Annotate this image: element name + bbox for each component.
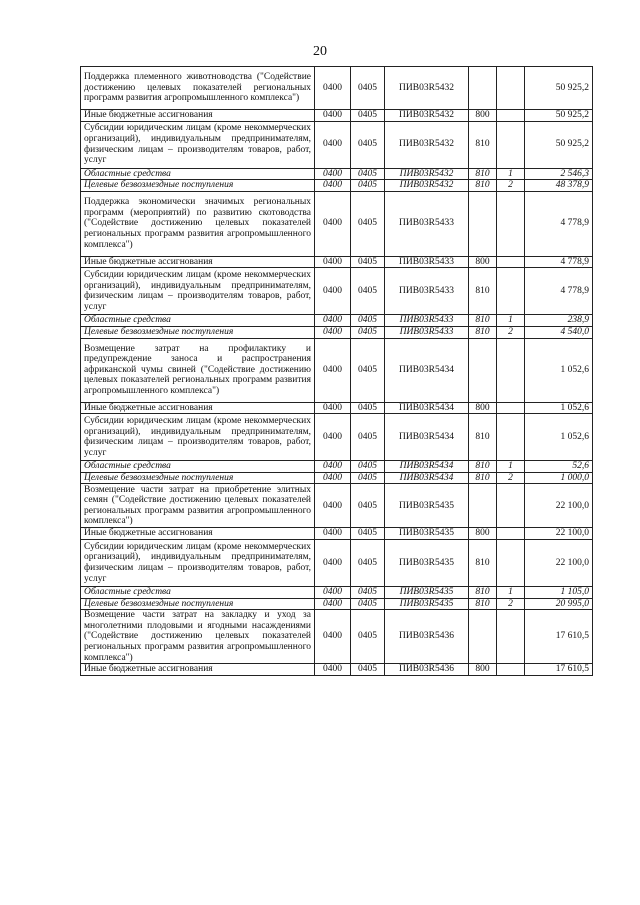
expense-type-cell	[469, 484, 497, 528]
target-article-cell: ПИВ03R5435	[385, 528, 469, 540]
target-article-cell: ПИВ03R5432	[385, 110, 469, 122]
subsection-code-cell: 0405	[351, 315, 385, 327]
target-article-cell: ПИВ03R5434	[385, 461, 469, 473]
table-row	[81, 256, 593, 268]
amount-cell: 1 052,6	[525, 402, 593, 414]
row-name-cell: Целевые безвозмездные поступления	[81, 472, 315, 484]
target-article-cell: ПИВ03R5433	[385, 256, 469, 268]
row-name-cell: Целевые безвозмездные поступления	[81, 598, 315, 610]
table-row	[81, 664, 593, 676]
subsection-code-cell: 0405	[351, 610, 385, 664]
amount-cell: 50 925,2	[525, 67, 593, 110]
subsection-code-cell: 0405	[351, 586, 385, 598]
amount-cell: 22 100,0	[525, 539, 593, 586]
row-name-cell: Поддержка племенного животноводства ("Содействие достижению целевых показателей региональных программ развития агропромышленного комплекса")	[81, 67, 315, 110]
section-code-cell: 0400	[315, 121, 351, 168]
row-name-cell: Иные бюджетные ассигнования	[81, 664, 315, 676]
row-name-cell: Целевые безвозмездные поступления	[81, 326, 315, 338]
target-article-cell: ПИВ03R5434	[385, 402, 469, 414]
subsection-code-cell: 0405	[351, 484, 385, 528]
section-code-cell: 0400	[315, 168, 351, 180]
amount-cell: 1 000,0	[525, 472, 593, 484]
table-row	[81, 315, 593, 327]
target-article-cell: ПИВ03R5433	[385, 268, 469, 315]
table-row	[81, 338, 593, 402]
section-code-cell: 0400	[315, 256, 351, 268]
target-article-cell: ПИВ03R5435	[385, 598, 469, 610]
amount-cell: 1 052,6	[525, 338, 593, 402]
table-row	[81, 461, 593, 473]
table-row	[81, 528, 593, 540]
expense-type-cell: 800	[469, 664, 497, 676]
amount-cell: 48 378,9	[525, 180, 593, 192]
target-article-cell: ПИВ03R5434	[385, 414, 469, 461]
amount-cell: 4 778,9	[525, 268, 593, 315]
row-name-cell: Областные средства	[81, 461, 315, 473]
subsection-code-cell: 0405	[351, 664, 385, 676]
section-code-cell: 0400	[315, 539, 351, 586]
row-name-cell: Областные средства	[81, 586, 315, 598]
source-code-cell: 2	[497, 180, 525, 192]
amount-cell: 4 778,9	[525, 256, 593, 268]
source-code-cell	[497, 539, 525, 586]
section-code-cell: 0400	[315, 402, 351, 414]
source-code-cell	[497, 67, 525, 110]
expense-type-cell: 810	[469, 539, 497, 586]
section-code-cell: 0400	[315, 326, 351, 338]
subsection-code-cell: 0405	[351, 528, 385, 540]
subsection-code-cell: 0405	[351, 268, 385, 315]
target-article-cell: ПИВ03R5435	[385, 484, 469, 528]
source-code-cell: 1	[497, 461, 525, 473]
table-row	[81, 326, 593, 338]
section-code-cell: 0400	[315, 180, 351, 192]
expense-type-cell: 810	[469, 414, 497, 461]
section-code-cell: 0400	[315, 110, 351, 122]
table-row	[81, 168, 593, 180]
amount-cell: 238,9	[525, 315, 593, 327]
subsection-code-cell: 0405	[351, 168, 385, 180]
subsection-code-cell: 0405	[351, 326, 385, 338]
source-code-cell	[497, 121, 525, 168]
subsection-code-cell: 0405	[351, 402, 385, 414]
section-code-cell: 0400	[315, 664, 351, 676]
table-body	[81, 67, 593, 676]
amount-cell: 4 540,0	[525, 326, 593, 338]
table-row	[81, 539, 593, 586]
source-code-cell	[497, 268, 525, 315]
table-row	[81, 268, 593, 315]
source-code-cell: 2	[497, 326, 525, 338]
amount-cell: 1 052,6	[525, 414, 593, 461]
expense-type-cell: 800	[469, 528, 497, 540]
expense-type-cell: 800	[469, 110, 497, 122]
target-article-cell: ПИВ03R5432	[385, 180, 469, 192]
section-code-cell: 0400	[315, 191, 351, 256]
section-code-cell: 0400	[315, 461, 351, 473]
expense-type-cell	[469, 191, 497, 256]
expense-type-cell: 810	[469, 326, 497, 338]
target-article-cell: ПИВ03R5433	[385, 191, 469, 256]
amount-cell: 20 995,0	[525, 598, 593, 610]
subsection-code-cell: 0405	[351, 598, 385, 610]
amount-cell: 2 546,3	[525, 168, 593, 180]
row-name-cell: Областные средства	[81, 315, 315, 327]
row-name-cell: Возмещение части затрат на приобретение элитных семян ("Содействие достижению целевых показателей региональных программ развития агропромышленного комплекса")	[81, 484, 315, 528]
expense-type-cell	[469, 610, 497, 664]
source-code-cell	[497, 610, 525, 664]
source-code-cell	[497, 338, 525, 402]
row-name-cell: Субсидии юридическим лицам (кроме некоммерческих организаций), индивидуальным предпринимателям, физическим лицам – производителям товаров, работ, услуг	[81, 121, 315, 168]
row-name-cell: Иные бюджетные ассигнования	[81, 256, 315, 268]
expense-type-cell: 810	[469, 180, 497, 192]
row-name-cell: Областные средства	[81, 168, 315, 180]
table-row	[81, 67, 593, 110]
table-row	[81, 180, 593, 192]
source-code-cell: 2	[497, 472, 525, 484]
target-article-cell: ПИВ03R5433	[385, 326, 469, 338]
section-code-cell: 0400	[315, 268, 351, 315]
row-name-cell: Целевые безвозмездные поступления	[81, 180, 315, 192]
row-name-cell: Субсидии юридическим лицам (кроме некоммерческих организаций), индивидуальным предпринимателям, физическим лицам – производителям товаров, работ, услуг	[81, 414, 315, 461]
section-code-cell: 0400	[315, 472, 351, 484]
table-row	[81, 402, 593, 414]
expense-type-cell: 810	[469, 586, 497, 598]
subsection-code-cell: 0405	[351, 121, 385, 168]
expense-type-cell: 800	[469, 402, 497, 414]
expense-type-cell: 800	[469, 256, 497, 268]
source-code-cell: 1	[497, 315, 525, 327]
target-article-cell: ПИВ03R5435	[385, 586, 469, 598]
table-row	[81, 110, 593, 122]
expense-type-cell	[469, 67, 497, 110]
expense-type-cell: 810	[469, 472, 497, 484]
table-row	[81, 598, 593, 610]
source-code-cell	[497, 191, 525, 256]
table-row	[81, 414, 593, 461]
budget-table	[80, 66, 593, 676]
table-row	[81, 586, 593, 598]
expense-type-cell: 810	[469, 461, 497, 473]
amount-cell: 50 925,2	[525, 121, 593, 168]
amount-cell: 52,6	[525, 461, 593, 473]
subsection-code-cell: 0405	[351, 67, 385, 110]
source-code-cell: 1	[497, 168, 525, 180]
expense-type-cell: 810	[469, 268, 497, 315]
source-code-cell	[497, 110, 525, 122]
section-code-cell: 0400	[315, 586, 351, 598]
subsection-code-cell: 0405	[351, 110, 385, 122]
amount-cell: 17 610,5	[525, 610, 593, 664]
target-article-cell: ПИВ03R5432	[385, 67, 469, 110]
amount-cell: 22 100,0	[525, 484, 593, 528]
section-code-cell: 0400	[315, 610, 351, 664]
row-name-cell: Иные бюджетные ассигнования	[81, 110, 315, 122]
section-code-cell: 0400	[315, 338, 351, 402]
expense-type-cell: 810	[469, 121, 497, 168]
row-name-cell: Иные бюджетные ассигнования	[81, 528, 315, 540]
row-name-cell: Возмещение части затрат на закладку и уход за многолетними плодовыми и ягодными насаждениями ("Содействие достижению целевых показателей региональных программ развития агропромышленного комплекса")	[81, 610, 315, 664]
row-name-cell: Поддержка экономически значимых региональных программ (мероприятий) по развитию скотоводства ("Содействие достижению целевых показателей региональных программ развития агропромышленного комплекса")	[81, 191, 315, 256]
row-name-cell: Иные бюджетные ассигнования	[81, 402, 315, 414]
target-article-cell: ПИВ03R5434	[385, 338, 469, 402]
target-article-cell: ПИВ03R5433	[385, 315, 469, 327]
subsection-code-cell: 0405	[351, 472, 385, 484]
subsection-code-cell: 0405	[351, 338, 385, 402]
table-row	[81, 472, 593, 484]
subsection-code-cell: 0405	[351, 414, 385, 461]
section-code-cell: 0400	[315, 484, 351, 528]
target-article-cell: ПИВ03R5436	[385, 610, 469, 664]
source-code-cell	[497, 256, 525, 268]
target-article-cell: ПИВ03R5432	[385, 121, 469, 168]
target-article-cell: ПИВ03R5435	[385, 539, 469, 586]
subsection-code-cell: 0405	[351, 180, 385, 192]
source-code-cell	[497, 528, 525, 540]
source-code-cell	[497, 414, 525, 461]
amount-cell: 4 778,9	[525, 191, 593, 256]
amount-cell: 22 100,0	[525, 528, 593, 540]
expense-type-cell: 810	[469, 315, 497, 327]
section-code-cell: 0400	[315, 598, 351, 610]
section-code-cell: 0400	[315, 315, 351, 327]
source-code-cell	[497, 484, 525, 528]
section-code-cell: 0400	[315, 414, 351, 461]
section-code-cell: 0400	[315, 67, 351, 110]
expense-type-cell: 810	[469, 598, 497, 610]
table-row	[81, 610, 593, 664]
amount-cell: 50 925,2	[525, 110, 593, 122]
row-name-cell: Субсидии юридическим лицам (кроме некоммерческих организаций), индивидуальным предпринимателям, физическим лицам – производителям товаров, работ, услуг	[81, 268, 315, 315]
target-article-cell: ПИВ03R5432	[385, 168, 469, 180]
subsection-code-cell: 0405	[351, 256, 385, 268]
expense-type-cell: 810	[469, 168, 497, 180]
target-article-cell: ПИВ03R5436	[385, 664, 469, 676]
amount-cell: 17 610,5	[525, 664, 593, 676]
table-row	[81, 484, 593, 528]
row-name-cell: Возмещение затрат на профилактику и предупреждение заноса и распространения африканской чумы свиней ("Содействие достижению целевых показателей региональных программ развития агропромышленного комплекса")	[81, 338, 315, 402]
table-row	[81, 121, 593, 168]
section-code-cell: 0400	[315, 528, 351, 540]
subsection-code-cell: 0405	[351, 539, 385, 586]
source-code-cell	[497, 402, 525, 414]
target-article-cell: ПИВ03R5434	[385, 472, 469, 484]
subsection-code-cell: 0405	[351, 191, 385, 256]
source-code-cell: 1	[497, 586, 525, 598]
table-row	[81, 191, 593, 256]
row-name-cell: Субсидии юридическим лицам (кроме некоммерческих организаций), индивидуальным предпринимателям, физическим лицам – производителям товаров, работ, услуг	[81, 539, 315, 586]
page-number: 20	[313, 44, 327, 59]
expense-type-cell	[469, 338, 497, 402]
source-code-cell	[497, 664, 525, 676]
amount-cell: 1 105,0	[525, 586, 593, 598]
source-code-cell: 2	[497, 598, 525, 610]
subsection-code-cell: 0405	[351, 461, 385, 473]
